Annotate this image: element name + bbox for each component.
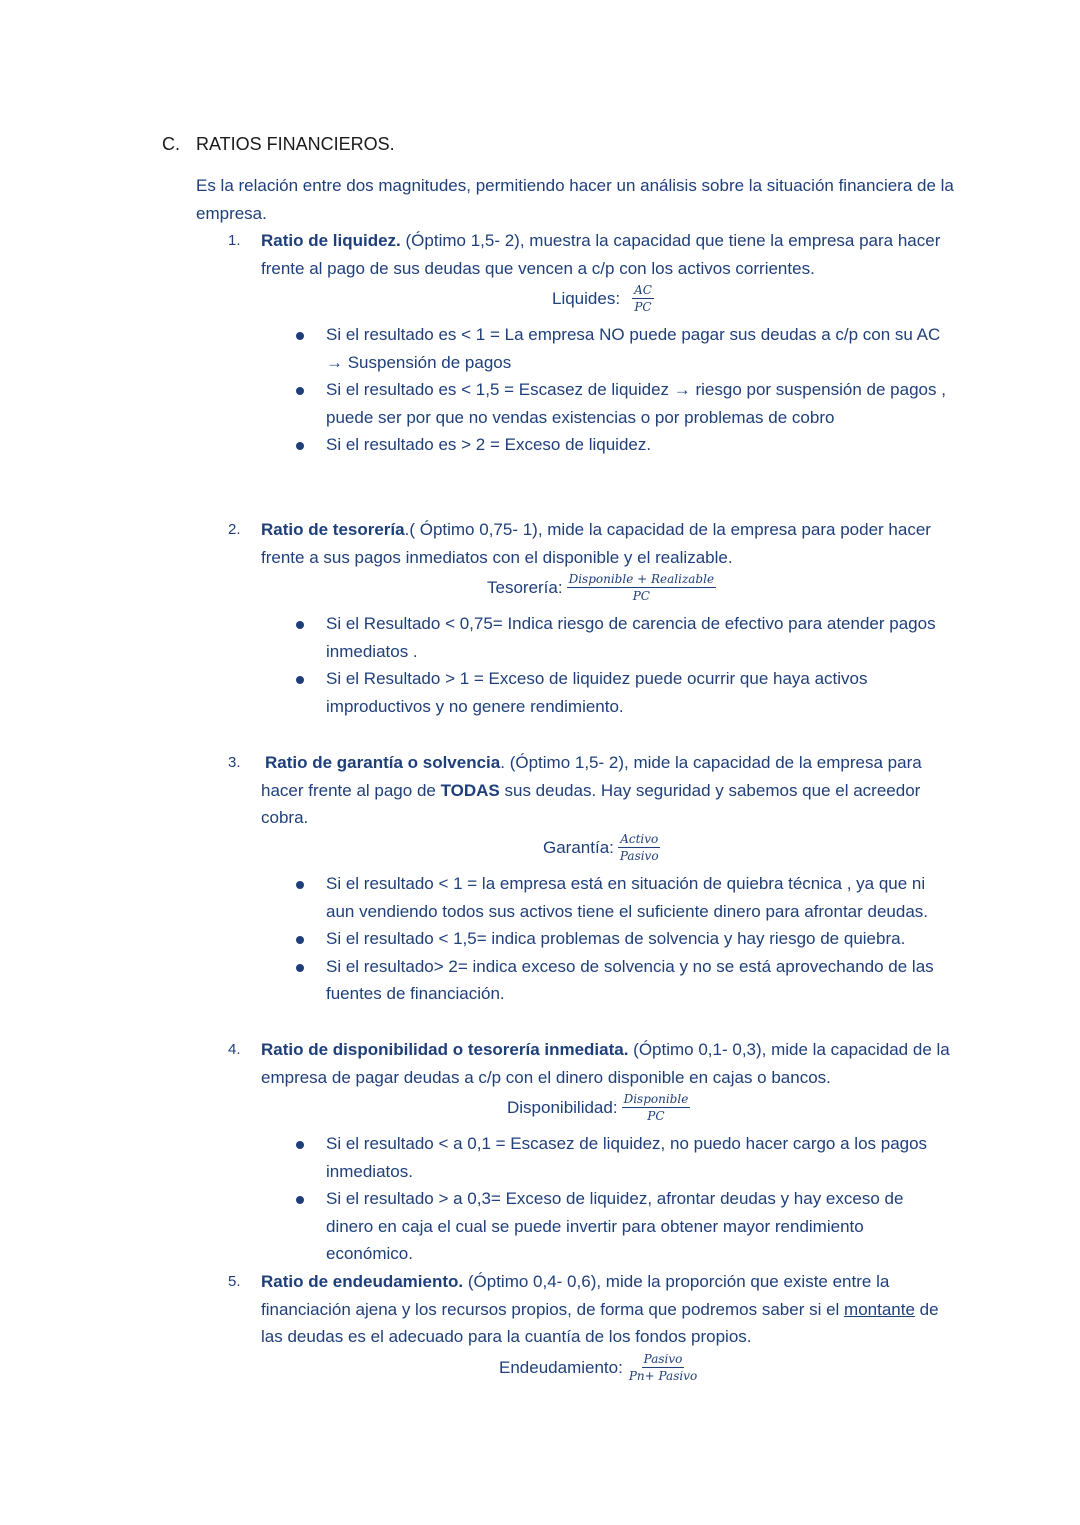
formula-garantia <box>543 831 661 864</box>
intro-paragraph: Es la relación entre dos magnitudes, permitiendo hacer un análisis sobre la situación financiera de la empresa. <box>196 176 954 223</box>
formula-fraction <box>567 571 716 604</box>
bullet-item <box>296 1130 951 1185</box>
bullet-dot <box>296 332 304 340</box>
section-letter: C. <box>162 134 180 154</box>
bullet-dot <box>296 881 304 889</box>
bullet-text: Si el resultado es > 2 = Exceso de liquidez. <box>326 435 652 454</box>
item-number: 3. <box>228 754 241 771</box>
formula-fraction <box>618 831 661 864</box>
section-title: RATIOS FINANCIEROS. <box>196 134 395 154</box>
ratio-item-endeudamiento <box>228 1268 958 1351</box>
bullet-text: Si el Resultado > 1 = Exceso de liquidez puede ocurrir que haya activos improductivos y no genere rendimiento. <box>326 669 868 716</box>
item-text <box>261 1268 958 1351</box>
formula-numerator: Disponible + Realizable <box>568 572 715 586</box>
bullet-dot <box>296 1141 304 1149</box>
formula-label: Garantía: <box>543 837 614 857</box>
item-description: .( Óptimo 0,75- 1), mide la capacidad de la empresa para poder hacer frente a sus pagos inmediatos con el disponible y el realizable. <box>261 520 931 567</box>
formula-denominator: PC <box>634 300 652 314</box>
formula-numerator: AC <box>634 283 652 297</box>
formula-denominator: PC <box>647 1109 665 1123</box>
item-number: 4. <box>228 1041 241 1058</box>
item-text <box>261 1036 958 1091</box>
formula-endeudamiento <box>499 1351 699 1384</box>
bullet-dot <box>296 442 304 450</box>
bullet-text: Si el resultado < 1 = la empresa está en situación de quiebra técnica , ya que ni aun vendiendo todos sus activos tiene el suficiente dinero para afrontar deudas. <box>326 874 929 921</box>
bullet-item <box>296 870 951 925</box>
bullet-item <box>296 953 951 1008</box>
item-title: Ratio de garantía o solvencia <box>265 753 501 772</box>
item-emphasis: TODAS <box>440 780 500 800</box>
ratio-item-liquidez <box>228 227 958 282</box>
bullet-text: Si el resultado es < 1,5 = Escasez de liquidez → riesgo por suspensión de pagos , puede ser por que no vendas existencias o por problemas de cobro <box>326 380 946 427</box>
bullet-item <box>296 610 951 665</box>
item-description-end: de las deudas es el adecuado para la cuantía de los fondos propios. <box>261 1299 939 1346</box>
formula-fraction <box>627 1351 699 1384</box>
item-description: (Óptimo 0,1- 0,3), mide la capacidad de la empresa de pagar deudas a c/p con el dinero disponible en cajas o bancos. <box>261 1040 950 1087</box>
bullet-item <box>296 376 951 431</box>
formula-denominator: PC <box>632 589 650 603</box>
ratio-item-garantia <box>228 749 958 832</box>
bullet-text: Si el resultado > a 0,3= Exceso de liquidez, afrontar deudas y hay exceso de dinero en caja el cual se puede invertir para obtener mayor rendimiento económico. <box>326 1189 904 1263</box>
bullet-dot <box>296 1196 304 1204</box>
bullet-item <box>296 665 951 720</box>
bullet-text: Si el Resultado < 0,75= Indica riesgo de carencia de efectivo para atender pagos inmediatos . <box>326 614 936 661</box>
item-title: Ratio de endeudamiento. <box>261 1272 464 1291</box>
item-description: . (Óptimo 1,5- 2), mide la capacidad de la empresa para hacer frente al pago de <box>261 753 922 800</box>
bullet-dot <box>296 387 304 395</box>
formula-fraction <box>622 1091 691 1124</box>
bullet-item <box>296 321 951 376</box>
item-text <box>261 516 958 571</box>
bullet-text: Si el resultado < 1,5= indica problemas de solvencia y hay riesgo de quiebra. <box>326 929 906 948</box>
formula-label: Liquides: <box>552 288 621 308</box>
bullet-item <box>296 925 951 953</box>
formula-numerator: Pasivo <box>643 1352 683 1366</box>
formula-denominator: Pn+ Pasivo <box>628 1369 698 1383</box>
ratio-item-tesoreria <box>228 516 958 571</box>
bullet-dot <box>296 936 304 944</box>
item-title: Ratio de tesorería <box>261 520 405 539</box>
bullet-list-tesoreria <box>296 610 951 720</box>
formula-label: Endeudamiento: <box>499 1357 623 1377</box>
item-description: (Óptimo 1,5- 2), muestra la capacidad que tiene la empresa para hacer frente al pago de sus deudas que vencen a c/p con los activos corrientes. <box>261 231 941 278</box>
formula-numerator: Disponible <box>623 1092 689 1106</box>
formula-disponibilidad <box>507 1091 690 1124</box>
item-number: 5. <box>228 1273 241 1290</box>
formula-liquidez <box>552 282 654 315</box>
item-title: Ratio de liquidez. <box>261 231 401 250</box>
bullet-text: Si el resultado < a 0,1 = Escasez de liquidez, no puedo hacer cargo a los pagos inmediatos. <box>326 1134 928 1181</box>
item-number: 2. <box>228 521 241 538</box>
item-text <box>261 749 958 832</box>
bullet-text: Si el resultado> 2= indica exceso de solvencia y no se está aprovechando de las fuentes de financiación. <box>326 956 934 1003</box>
bullet-item <box>296 431 951 459</box>
formula-denominator: Pasivo <box>619 849 659 863</box>
formula-label: Tesorería: <box>487 577 563 597</box>
underlined-word: montante <box>844 1299 915 1319</box>
formula-fraction <box>632 282 654 315</box>
item-description-end: sus deudas. Hay seguridad y sabemos que el acreedor cobra. <box>261 780 921 827</box>
bullet-dot <box>296 676 304 684</box>
bullet-list-garantia <box>296 870 951 1008</box>
bullet-dot <box>296 621 304 629</box>
item-number: 1. <box>228 232 241 249</box>
item-title: Ratio de disponibilidad o tesorería inmediata. <box>261 1040 629 1059</box>
bullet-list-liquidez <box>296 321 951 459</box>
formula-numerator: Activo <box>620 832 659 846</box>
bullet-list-disponibilidad <box>296 1130 951 1268</box>
bullet-text: Si el resultado es < 1 = La empresa NO puede pagar sus deudas a c/p con su AC → Suspensión de pagos <box>326 325 941 372</box>
formula-tesoreria <box>487 571 716 604</box>
bullet-dot <box>296 964 304 972</box>
item-description: (Óptimo 0,4- 0,6), mide la proporción que existe entre la financiación ajena y los recursos propios, de forma que podremos saber si el <box>261 1272 890 1319</box>
item-text <box>261 227 958 282</box>
ratio-item-disponibilidad <box>228 1036 958 1091</box>
formula-label: Disponibilidad: <box>507 1097 618 1117</box>
bullet-item <box>296 1185 951 1268</box>
section-heading <box>162 134 395 155</box>
